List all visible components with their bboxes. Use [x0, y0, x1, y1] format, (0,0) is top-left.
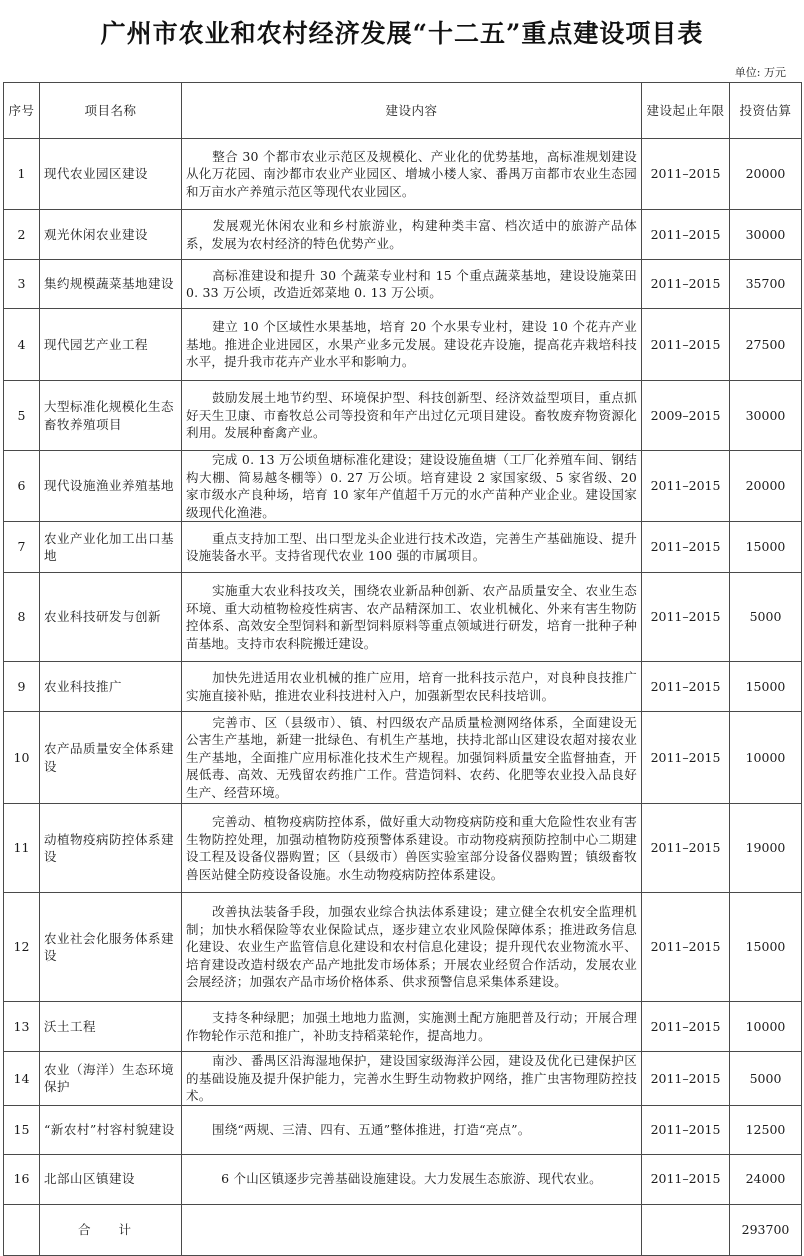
row-amount: 5000: [730, 1052, 802, 1106]
row-amount: 15000: [730, 662, 802, 712]
row-years: 2011–2015: [642, 804, 730, 893]
row-content-text: 支持冬种绿肥；加强土地地力监测，实施测土配方施肥普及行动；开展合理作物轮作示范和推广，补助支持稻菜轮作，提高地力。: [186, 1010, 637, 1043]
row-no: 9: [4, 662, 40, 712]
row-no: 5: [4, 381, 40, 451]
row-content-text: 整合 30 个都市农业示范区及规模化、产业化的优势基地，高标准规划建设从化万花园、南沙都市农业产业园区、增城小楼人家、番禺万亩都市农业生态园和万亩水产养殖示范区等现代农业园区。: [186, 148, 637, 199]
table-row: [4, 573, 802, 662]
total-label: 合 计: [40, 1204, 182, 1255]
table-row: [4, 260, 802, 309]
table-row: [4, 210, 802, 260]
table-row: [4, 893, 802, 1002]
row-no: 10: [4, 712, 40, 804]
table-row: [4, 451, 802, 522]
row-name: 动植物疫病防控体系建设: [40, 804, 182, 893]
table-total-row: [4, 1204, 802, 1255]
row-years: 2011–2015: [642, 210, 730, 260]
table-row: [4, 381, 802, 451]
row-name: 现代设施渔业养殖基地: [40, 451, 182, 522]
row-no: 7: [4, 522, 40, 573]
row-years: 2011–2015: [642, 139, 730, 210]
row-years: 2011–2015: [642, 1105, 730, 1154]
header-name: 项目名称: [40, 83, 182, 139]
table-header-row: [4, 83, 802, 139]
table-row: [4, 712, 802, 804]
total-years-cell: [642, 1204, 730, 1255]
row-name: 集约规模蔬菜基地建设: [40, 260, 182, 309]
row-content: [182, 309, 642, 381]
row-content-text: 完善市、区（县级市）、镇、村四级农产品质量检测网络体系，全面建设无公害生产基地，新建一批绿色、有机生产基地，扶持北部山区建设农超对接农业生产基地，全面推广应用标准化技术生产规程。加强饲料质量安全监督抽查，开展低毒、高效、无残留农药推广工作。营造饲料、农药、化肥等农业投入品良好生产、经营环境。: [186, 714, 637, 800]
row-name: 北部山区镇建设: [40, 1154, 182, 1204]
table-row: [4, 804, 802, 893]
row-no: 1: [4, 139, 40, 210]
row-content: [182, 1154, 642, 1204]
row-content: [182, 1052, 642, 1106]
row-content-text: 实施重大农业科技攻关，围绕农业新品种创新、农产品质量安全、农业生态环境、重大动植物检疫性病害、农产品精深加工、农业机械化、外来有害生物防控体系、高效安全型饲料和新型饲料原料等重点领域进行研发，培育一批种子种苗基地。支持市农科院搬迁建设。: [186, 583, 637, 651]
row-years: 2011–2015: [642, 1154, 730, 1204]
row-content: [182, 573, 642, 662]
header-no: 序号: [4, 83, 40, 139]
row-name: 农业社会化服务体系建设: [40, 893, 182, 1002]
row-name: 大型标准化规模化生态畜牧养殖项目: [40, 381, 182, 451]
row-content-text: 加快先进适用农业机械的推广应用，培育一批科技示范户，对良种良技推广实施直接补贴，推进农业科技进村入户，加强新型农民科技培训。: [186, 670, 637, 703]
row-content: [182, 451, 642, 522]
row-name: 农业科技研发与创新: [40, 573, 182, 662]
row-name: “新农村”村容村貌建设: [40, 1105, 182, 1154]
row-years: 2011–2015: [642, 522, 730, 573]
row-name: 观光休闲农业建设: [40, 210, 182, 260]
row-amount: 20000: [730, 139, 802, 210]
row-name: 农业科技推广: [40, 662, 182, 712]
row-no: 11: [4, 804, 40, 893]
row-years: 2011–2015: [642, 1052, 730, 1106]
row-content: [182, 381, 642, 451]
row-years: 2011–2015: [642, 451, 730, 522]
row-no: 3: [4, 260, 40, 309]
table-row: [4, 139, 802, 210]
row-content-text: 南沙、番禺区沿海湿地保护，建设国家级海洋公园，建设及优化已建保护区的基础设施及提升保护能力，完善水生野生动物救护网络，推广虫害物理防控技术。: [186, 1053, 637, 1103]
row-content: [182, 712, 642, 804]
row-amount: 20000: [730, 451, 802, 522]
header-years: 建设起止年限: [642, 83, 730, 139]
row-content-text: 发展观光休闲农业和乡村旅游业，构建种类丰富、档次适中的旅游产品体系，发展为农村经济的特色优势产业。: [186, 218, 637, 251]
row-name: 现代园艺产业工程: [40, 309, 182, 381]
row-amount: 30000: [730, 210, 802, 260]
row-years: 2011–2015: [642, 260, 730, 309]
row-content-text: 重点支持加工型、出口型龙头企业进行技术改造，完善生产基础施设、提升设施装备水平。支持省现代农业 100 强的市属项目。: [186, 530, 637, 563]
row-content-text: 完善动、植物疫病防控体系，做好重大动物疫病防疫和重大危险性农业有害生物防控处理，加强动植物防疫预警体系建设。市动物疫病预防控制中心二期建设工程及设备仪器购置；区（县级市）兽医实验室部分设备仪器购置；镇级畜牧兽医站健全防疫设备设施。水生动物疫病防控体系建设。: [186, 814, 637, 882]
row-no: 2: [4, 210, 40, 260]
row-amount: 24000: [730, 1154, 802, 1204]
row-amount: 19000: [730, 804, 802, 893]
row-content-text: 鼓励发展土地节约型、环境保护型、科技创新型、经济效益型项目，重点抓好天生卫康、市畜牧总公司等投资和年产出过亿元项目建设。畜牧废弃物资源化利用。发展种畜禽产业。: [186, 390, 637, 441]
row-content-text: 高标准建设和提升 30 个蔬菜专业村和 15 个重点蔬菜基地，建设设施菜田 0. 33 万公顷，改造近郊菜地 0. 13 万公顷。: [186, 267, 637, 300]
document-title: 广州市农业和农村经济发展“十二五”重点建设项目表: [100, 19, 704, 48]
table-row: [4, 662, 802, 712]
row-name: 农产品质量安全体系建设: [40, 712, 182, 804]
unit-label: 单位: 万元: [734, 66, 786, 79]
row-no: 12: [4, 893, 40, 1002]
row-years: 2011–2015: [642, 309, 730, 381]
row-name: 沃土工程: [40, 1002, 182, 1052]
row-content: [182, 1002, 642, 1052]
row-no: 14: [4, 1052, 40, 1106]
row-content: [182, 522, 642, 573]
row-content-text: 改善执法装备手段，加强农业综合执法体系建设；建立健全农机安全监理机制；加快水稻保险等农业保险试点，逐步建立农业风险保障体系；推进政务信息化建设、农业生产监管信息化建设和农村信息化建设；提升现代农业物流水平、培育建设改造村级农产品产地批发市场体系；开展农业经贸合作活动，发展农业会展经济；加强农产品市场价格体系、供求预警信息采集体系建设。: [186, 904, 637, 990]
row-amount: 35700: [730, 260, 802, 309]
table-row: [4, 1154, 802, 1204]
table-row: [4, 309, 802, 381]
row-amount: 27500: [730, 309, 802, 381]
row-years: 2011–2015: [642, 893, 730, 1002]
row-name: 农业（海洋）生态环境保护: [40, 1052, 182, 1106]
projects-table: [3, 82, 802, 1256]
row-amount: 12500: [730, 1105, 802, 1154]
row-content: [182, 893, 642, 1002]
table-row: [4, 1105, 802, 1154]
table-row: [4, 1002, 802, 1052]
row-content: [182, 139, 642, 210]
row-amount: 15000: [730, 522, 802, 573]
row-amount: 15000: [730, 893, 802, 1002]
row-content: [182, 210, 642, 260]
row-no: 8: [4, 573, 40, 662]
row-amount: 10000: [730, 712, 802, 804]
row-content: [182, 662, 642, 712]
row-content: [182, 804, 642, 893]
row-amount: 30000: [730, 381, 802, 451]
row-years: 2011–2015: [642, 662, 730, 712]
row-name: 现代农业园区建设: [40, 139, 182, 210]
row-content-text: 完成 0. 13 万公顷鱼塘标准化建设；建设设施鱼塘（工厂化养殖车间、钢结构大棚、简易越冬棚等）0. 27 万公顷。培育建设 2 家国家级、5 家省级、20 家市级水产良种场，培育 10 家年产值超千万元的水产苗种产业企业。建设国家级现代化渔港。: [186, 452, 637, 520]
row-content-text: 6 个山区镇逐步完善基础设施建设。大力发展生态旅游、现代农业。: [221, 1171, 602, 1187]
row-no: 13: [4, 1002, 40, 1052]
row-years: 2011–2015: [642, 1002, 730, 1052]
row-content-text: 建立 10 个区域性水果基地，培育 20 个水果专业村，建设 10 个花卉产业基地。推进企业进园区，水果产业多元发展。建设花卉设施，提高花卉栽培科技水平，提升我市花卉产业水平和影响力。: [186, 319, 637, 370]
total-amount: 293700: [730, 1204, 802, 1255]
row-no: 15: [4, 1105, 40, 1154]
table-row: [4, 522, 802, 573]
row-amount: 10000: [730, 1002, 802, 1052]
row-years: 2009–2015: [642, 381, 730, 451]
row-content-text: 围绕“两规、三清、四有、五通”整体推进，打造“亮点”。: [212, 1121, 531, 1137]
row-content: [182, 1105, 642, 1154]
row-amount: 5000: [730, 573, 802, 662]
row-years: 2011–2015: [642, 712, 730, 804]
row-content: [182, 260, 642, 309]
row-years: 2011–2015: [642, 573, 730, 662]
header-amount: 投资估算: [730, 83, 802, 139]
total-no-cell: [4, 1204, 40, 1255]
row-no: 4: [4, 309, 40, 381]
row-name: 农业产业化加工出口基地: [40, 522, 182, 573]
row-no: 16: [4, 1154, 40, 1204]
header-content: 建设内容: [182, 83, 642, 139]
table-row: [4, 1052, 802, 1106]
row-no: 6: [4, 451, 40, 522]
total-content-cell: [182, 1204, 642, 1255]
